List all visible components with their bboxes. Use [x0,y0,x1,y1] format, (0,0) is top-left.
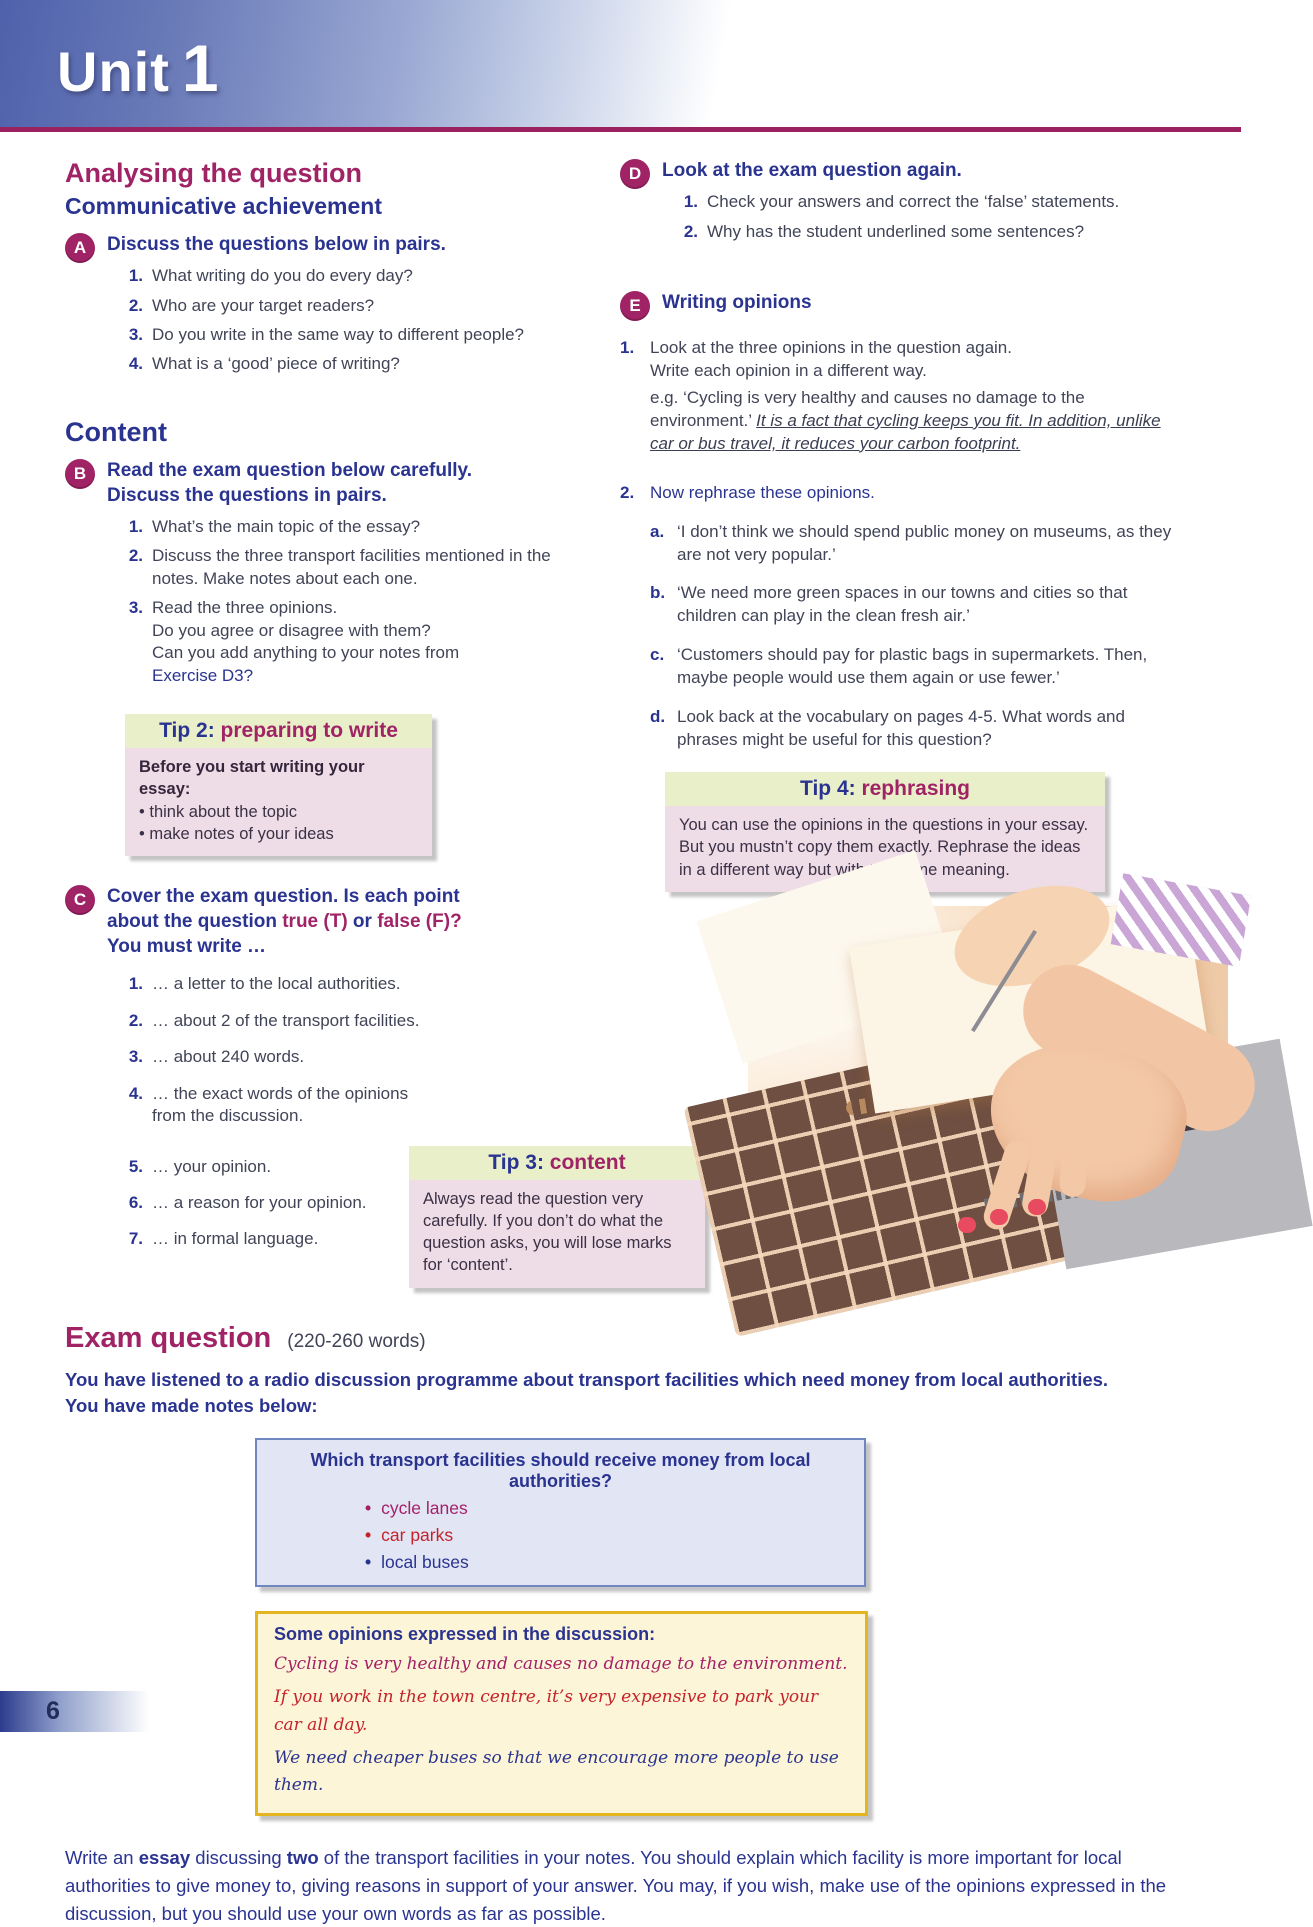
tip-bullet: • think about the topic [139,801,418,823]
item-line: Read the three opinions. [152,598,338,618]
item-number: 3. [128,1047,143,1067]
transport-notes-box [255,1438,866,1587]
instruction-line: Discuss the questions in pairs. [107,484,387,506]
unit-banner [0,0,1241,127]
list-item [674,191,1119,213]
list-item [119,1046,599,1068]
exercise-a-list [119,265,524,376]
left-column [65,158,672,1288]
instruction-line: Read the exam question below carefully. [107,459,472,481]
exercise-a [65,232,555,383]
item-text: … a reason for your opinion. [152,1192,367,1212]
exam-heading-row [65,1322,1180,1355]
instruction-line [107,909,599,934]
item-line: Can you add anything to your notes from [152,643,460,663]
opinion-line: If you work in the town centre, it’s very expensive to park your car all day. [274,1687,819,1735]
note-bullet [365,1498,848,1519]
item-letter: d. [650,707,666,727]
exercise-b-badge: B [65,459,95,489]
exercise-c-list [119,973,672,1287]
list-item [119,973,599,995]
task-text: Write an [65,1847,139,1869]
bullet-text: local buses [381,1552,469,1573]
list-item [119,516,555,538]
exercise-e-title: Writing opinions [662,291,812,313]
bullet-text: cycle lanes [381,1498,468,1519]
tip-label: Tip 2: [159,719,215,743]
item-number: 1. [683,192,698,212]
item-text: … a letter to the local authorities. [152,974,401,994]
item-text [152,597,459,687]
tip-topic: rephrasing [855,777,970,801]
essay-task [65,1844,1180,1927]
tip2-body [125,748,432,856]
item-line: Write each opinion in a different way. [650,360,927,380]
c-list-and-tip3-row [119,1142,672,1288]
section-subtitle: Communicative achievement [65,193,383,219]
item-number: 6. [128,1192,143,1212]
unit-title [57,30,220,106]
page-number-box [0,1691,162,1732]
e-item-2 [620,482,1180,505]
item-number: 3. [128,598,143,618]
item-text: … your opinion. [152,1156,272,1176]
bullet-icon: • [365,1498,372,1519]
item-number: 2. [128,1010,143,1030]
exercise-d-instruction: Look at the exam question again. [662,160,962,181]
exercise-d-badge: D [620,159,650,189]
false-label: false (F)? [377,911,462,933]
sub-item-d [650,706,1180,752]
tip-text: You can use the opinions in the questions in your essay. But you mustn’t copy them exactly. Rephrase the ideas in a different way but with the same meaning. [679,816,1089,879]
item-text [650,337,1180,456]
unit-word: Unit [57,40,170,103]
instruction-text: or [347,911,378,933]
list-item [119,295,524,317]
notes-box-title: Which transport facilities should receive money from local authorities? [310,1450,811,1492]
item-number: 5. [128,1156,143,1176]
opinion-line: Cycling is very healthy and causes no damage to the environment. [274,1654,848,1675]
tip-label: Tip 3: [488,1150,544,1174]
photo-hands-typing [748,906,1228,1223]
sub-item-a [650,521,1180,567]
example-underlined: It is a fact that cycling keeps you fit. In addition, unlike car or bus travel, it reduces your carbon footprint. [650,410,1161,453]
tip-topic: content [543,1150,626,1174]
item-letter: b. [650,583,666,603]
item-number: 1. [128,974,143,994]
task-bold: essay [138,1847,191,1869]
list-item [119,265,524,287]
exercise-reference: Exercise D3? [152,665,254,685]
exercise-e [620,290,1180,321]
item-number: 1. [620,337,635,357]
item-text: Why has the student underlined some sentences? [707,221,1085,241]
tip-intro: Before you start writing your essay: [139,758,365,799]
exercise-d-list [674,191,1119,243]
instruction-text: about the question [107,911,283,933]
item-line: Look at the three opinions in the question again. [650,337,1012,357]
item-number: 1. [128,516,143,536]
item-text: Do you write in the same way to different people? [152,324,525,344]
list-item [119,545,555,590]
exercise-c-instruction [107,884,599,959]
list-item [119,1156,409,1178]
item-line: Do you agree or disagree with them? [152,620,431,640]
item-number: 3. [128,324,143,344]
exercise-b-instruction [107,458,555,508]
item-text: What writing do you do every day? [152,266,413,286]
opinions-box-title: Some opinions expressed in the discussion: [274,1624,656,1645]
tip-text: Always read the question very carefully. If you don’t do what the question asks, you will lose marks for ‘content’. [423,1189,672,1275]
task-bold: two [286,1847,319,1869]
item-number: 2. [128,546,143,566]
right-column [620,158,1180,1223]
item-letter: c. [650,645,665,665]
two-column-layout [0,132,1241,1288]
list-item [119,324,524,346]
item-text: … in formal language. [152,1229,319,1249]
tip2-header [125,714,432,748]
item-text: ‘We need more green spaces in our towns and cities so that children can play in the clean fresh air.’ [677,583,1128,626]
instruction-line [107,884,599,909]
bullet-icon: • [365,1525,372,1546]
example-normal: e.g. ‘Cycling is very healthy and causes no damage to the environment.’ [650,387,1085,430]
exercise-c [65,884,672,1287]
bullet-text: car parks [381,1525,454,1546]
item-text: … the exact words of the opinions from the discussion. [152,1083,409,1126]
list-item [119,1083,599,1128]
word-count: (220-260 words) [287,1330,426,1352]
note-bullet [365,1525,848,1546]
item-text: Check your answers and correct the ‘false’ statements. [707,192,1120,212]
item-letter: a. [650,521,665,541]
photo-red-nail [990,1209,1008,1225]
instruction-text: Cover the exam question. Is each point [107,886,460,908]
opinions-box [255,1611,868,1816]
tip-label: Tip 4: [800,777,856,801]
item-text: Look back at the vocabulary on pages 4-5. What words and phrases might be useful for this question? [677,707,1125,750]
item-text: Discuss the three transport facilities mentioned in the notes. Make notes about each one. [152,546,551,588]
exam-intro-line: You have listened to a radio discussion programme about transport facilities which need money from local authorities. [65,1368,1109,1390]
list-item [674,221,1119,243]
photo-red-nail [1028,1199,1046,1215]
item-number: 4. [128,354,143,374]
item-text: … about 240 words. [152,1047,305,1067]
section-title: Analysing the question [65,158,363,188]
photo-red-nail [958,1217,976,1233]
item-text: Who are your target readers? [152,295,375,315]
exam-intro [65,1367,1180,1421]
opinion-line: We need cheaper buses so that we encourage more people to use them. [274,1747,839,1795]
item-number: 7. [128,1229,143,1249]
exercise-e-badge: E [620,291,650,321]
item-number: 4. [128,1083,143,1103]
item-text: … about 2 of the transport facilities. [152,1010,420,1030]
item-text: Now rephrase these opinions. [650,482,875,502]
exercise-c-list-tail [119,1142,409,1288]
exercise-d [620,158,1180,250]
tip-bullet: • make notes of your ideas [139,823,418,845]
item-text: What is a ‘good’ piece of writing? [152,354,400,374]
list-item [119,353,524,375]
exercise-a-instruction: Discuss the questions below in pairs. [107,234,446,255]
example-sentence [650,387,1180,456]
task-text: discussing [190,1847,287,1869]
tip4-header [665,772,1105,806]
sub-item-b [650,582,1180,628]
item-number: 1. [128,266,143,286]
page-number: 6 [46,1697,60,1725]
sub-item-c [650,644,1180,690]
item-number: 2. [683,221,698,241]
exam-question-section [0,1322,1241,1927]
item-text: What’s the main topic of the essay? [152,516,421,536]
exercise-b-list [119,516,555,687]
item-number: 2. [620,482,635,502]
item-number: 2. [128,295,143,315]
exam-heading: Exam question [65,1321,272,1354]
list-item [119,1010,599,1032]
list-item [119,1192,409,1214]
exercise-a-badge: A [65,233,95,263]
unit-number: 1 [181,31,220,105]
exercise-e-body [620,337,1180,752]
true-label: true (T) [282,911,348,933]
exercise-b [65,458,555,694]
exam-intro-line: You have made notes below: [65,1395,318,1417]
note-bullet [365,1552,848,1573]
tip2-box [125,714,432,856]
instruction-text: You must write … [107,936,267,958]
exercise-c-badge: C [65,885,95,915]
item-text: ‘Customers should pay for plastic bags in supermarkets. Then, maybe people would use them again or use fewer.’ [677,645,1148,688]
list-item [119,597,555,687]
e-item-1 [620,337,1180,456]
list-item [119,1228,409,1250]
item-text: ‘I don’t think we should spend public money on museums, as they are not very popular.’ [677,521,1172,564]
content-heading: Content [65,416,167,447]
bullet-icon: • [365,1552,372,1573]
instruction-line [107,934,599,959]
task-text: of the transport facilities in your notes. You should explain which facility is more important for local authorities to give money to, giving reasons in support of your answer. You may, if you wish, make use of the opinions expressed in the discussion, but you should use your own words as far as possible. [65,1847,1167,1924]
tip-topic: preparing to write [214,719,398,743]
